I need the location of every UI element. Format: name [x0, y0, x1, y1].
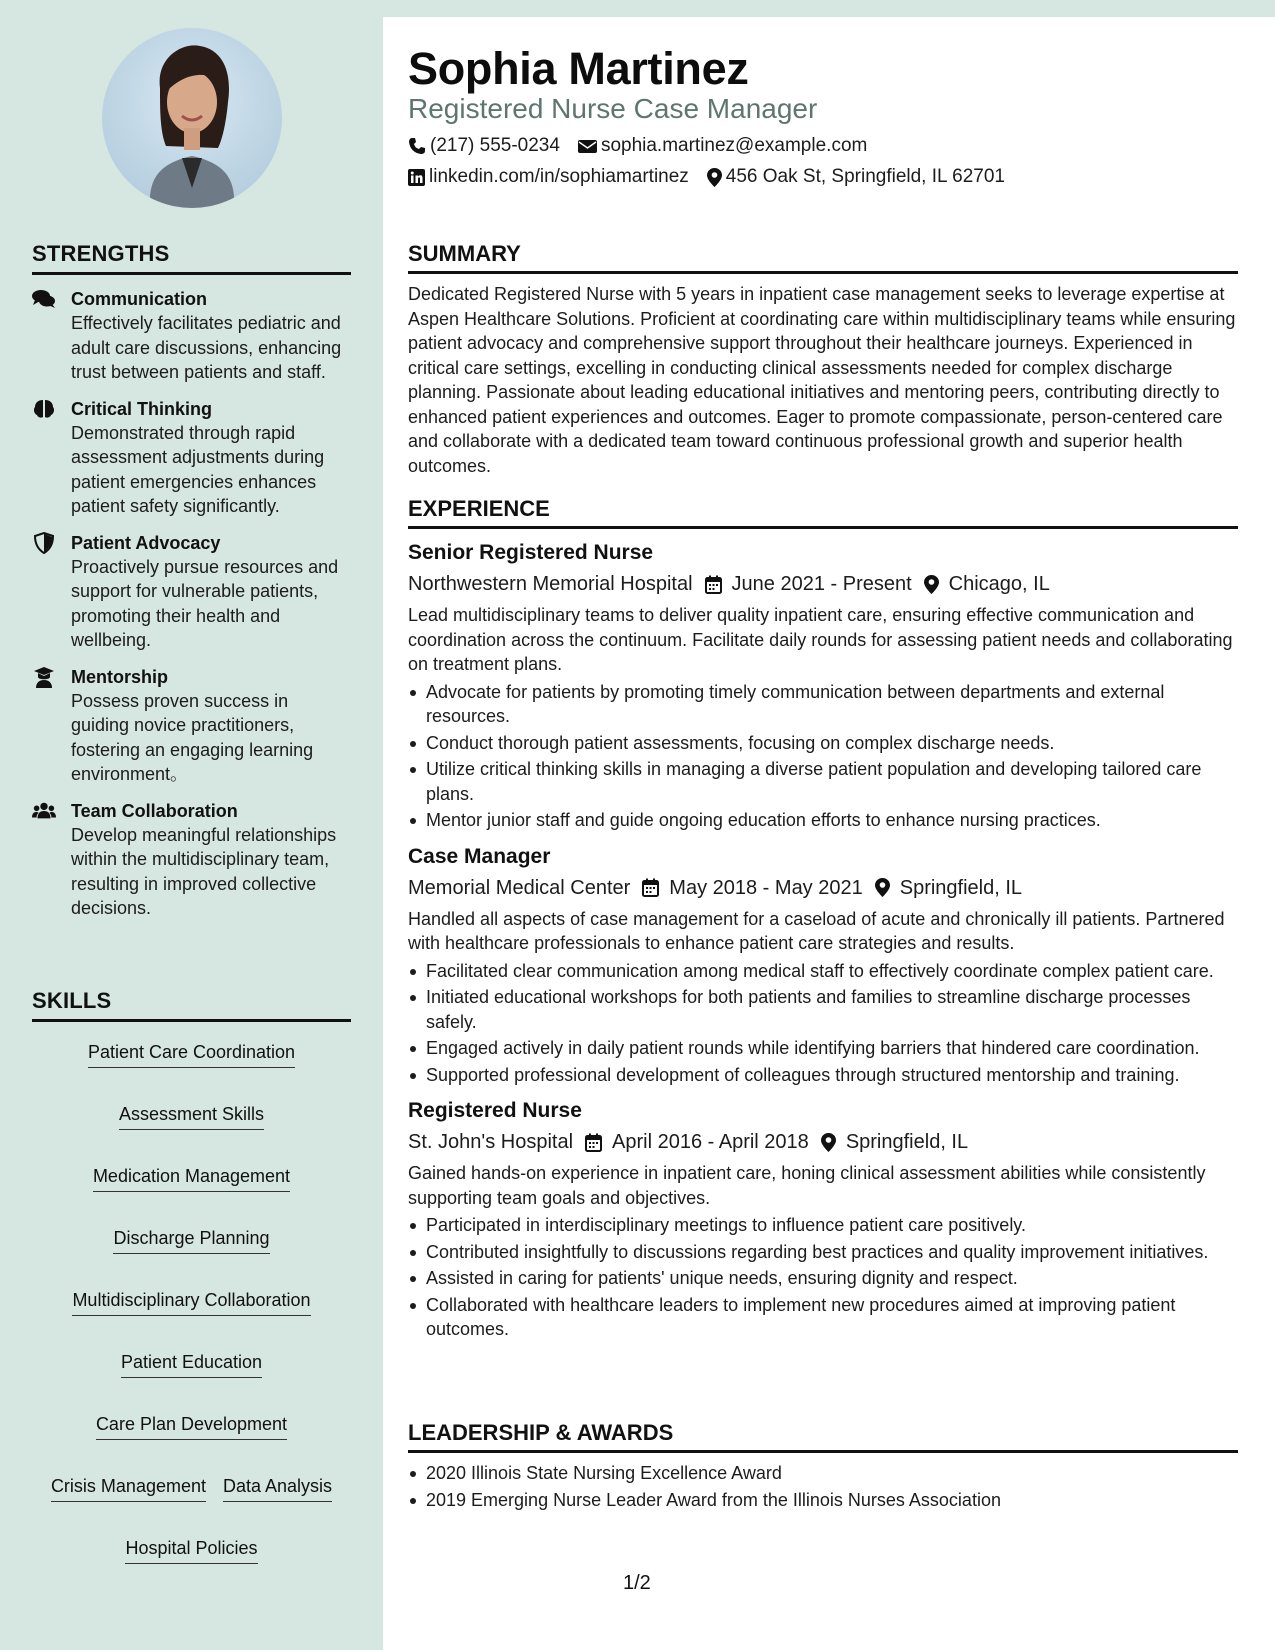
phone-contact: [408, 135, 560, 157]
candidate-role: Registered Nurse Case Manager: [408, 93, 818, 124]
profile-photo: [102, 28, 282, 208]
job-description: Handled all aspects of case management for a caseload of acute and chronically ill patients. Partnered with healthcare professionals to enhance patient care strategies and results.: [408, 908, 1225, 953]
list-item: Mentor junior staff and guide ongoing education efforts to enhance nursing practices.: [408, 808, 1238, 833]
strength-title: Critical Thinking: [71, 398, 213, 419]
awards-section: [408, 1420, 1238, 1514]
strength-desc: Proactively pursue resources and support for vulnerable patients, promoting their health and wellbeing.: [71, 556, 339, 650]
envelope-icon: [578, 139, 597, 154]
email-text[interactable]: sophia.martinez@example.com: [600, 135, 868, 156]
phone-icon: [408, 137, 426, 155]
address-contact: [707, 166, 1005, 188]
skill-tag: Patient Education: [121, 1350, 262, 1378]
job-dates: [642, 875, 862, 901]
list-item: Advocate for patients by promoting timely communication between departments and external resources.: [408, 680, 1238, 729]
brain-icon: [32, 399, 56, 419]
list-item: Initiated educational workshops for both patients and families to streamline discharge processes safely.: [408, 985, 1238, 1034]
skill-tag: Data Analysis: [223, 1474, 332, 1502]
person-portrait-icon: [102, 28, 282, 208]
skills-list: [32, 1040, 351, 1564]
summary-heading: SUMMARY: [408, 241, 1238, 274]
job-location: [875, 875, 1022, 901]
email-contact[interactable]: [578, 135, 867, 157]
job-dates-text: April 2016 - April 2018: [612, 1131, 809, 1153]
job-location-text: Springfield, IL: [845, 1131, 969, 1153]
job-description: Lead multidisciplinary teams to deliver quality inpatient care, ensuring effective communication and coordination across the continuum. Facilitate daily rounds for assessing patient needs and collaborating on treatment plans.: [408, 605, 1233, 674]
job-location-text: Chicago, IL: [948, 573, 1050, 595]
awards-heading: LEADERSHIP & AWARDS: [408, 1420, 1238, 1453]
skill-tag: Multidisciplinary Collaboration: [72, 1288, 310, 1316]
linkedin-icon: [408, 169, 425, 186]
list-item: Engaged actively in daily patient rounds while identifying barriers that hindered care coordination.: [408, 1036, 1238, 1061]
list-item: 2019 Emerging Nurse Leader Award from the Illinois Nurses Association: [408, 1488, 1238, 1513]
strength-item: [32, 665, 351, 787]
job-location: [821, 1129, 968, 1155]
list-item: Collaborated with healthcare leaders to implement new procedures aimed at improving patient outcomes.: [408, 1293, 1238, 1342]
map-pin-icon: [707, 168, 722, 187]
list-item: Conduct thorough patient assessments, focusing on complex discharge needs.: [408, 731, 1238, 756]
candidate-name: Sophia Martinez: [408, 43, 749, 94]
job-company: St. John's Hospital: [408, 1131, 574, 1153]
linkedin-contact[interactable]: [408, 166, 689, 188]
top-accent-bar: [0, 0, 1275, 17]
awards-list: [408, 1461, 1238, 1512]
job-dates-text: June 2021 - Present: [731, 573, 912, 595]
linkedin-text[interactable]: linkedin.com/in/sophiamartinez: [429, 166, 689, 187]
strength-title: Communication: [71, 289, 208, 309]
job-description: Gained hands-on experience in inpatient care, honing clinical assessment abilities while consistently supporting team goals and objectives.: [408, 1163, 1206, 1208]
strengths-heading: STRENGTHS: [32, 241, 351, 275]
job-dates: [705, 571, 912, 597]
job-title: Registered Nurse: [408, 1099, 582, 1122]
map-pin-icon: [875, 878, 890, 897]
contact-row-1: [408, 135, 885, 157]
map-pin-icon: [924, 575, 939, 594]
list-item: 2020 Illinois State Nursing Excellence Award: [408, 1461, 1238, 1486]
list-item: Participated in interdisciplinary meetings to influence patient care positively.: [408, 1213, 1238, 1238]
list-item: Utilize critical thinking skills in managing a diverse patient population and developing tailored care plans.: [408, 757, 1238, 806]
calendar-icon: [585, 1133, 602, 1152]
job-bullets: [408, 959, 1238, 1088]
job-bullets: [408, 1213, 1238, 1342]
phone-text: (217) 555-0234: [430, 135, 560, 156]
job-meta: [408, 571, 1238, 597]
strength-title: Team Collaboration: [71, 800, 238, 821]
contact-row-2: [408, 166, 1023, 188]
job-meta: [408, 875, 1238, 901]
shield-icon: [32, 533, 56, 553]
strength-desc: Develop meaningful relationships within the multidisciplinary team, resulting in improved collective decisions.: [71, 824, 337, 918]
summary-section: [408, 241, 1238, 478]
skill-tag: Assessment Skills: [119, 1102, 264, 1130]
skill-tag: Hospital Policies: [125, 1536, 257, 1564]
strength-title: Mentorship: [71, 666, 168, 687]
job-entry: [408, 539, 1238, 833]
job-company: Memorial Medical Center: [408, 876, 631, 899]
calendar-icon: [642, 878, 659, 897]
summary-text: Dedicated Registered Nurse with 5 years in inpatient case management seeks to leverage expertise at Aspen Healthcare Solutions. Proficient at coordinating care within multidisciplinary teams while ensuring patient advocacy and comprehensive support throughout their healthcare journeys. Experienced in critical care settings, excelling in conducting clinical assessments needed for complex discharge planning. Passionate about leading educational initiatives and mentoring peers, contributing directly to enhanced patient experiences and outcomes. Eager to promote compassionate, person-centered care and collaborate with a dedicated team toward continuous professional growth and superior health outcomes.: [408, 284, 1236, 476]
list-item: Supported professional development of colleagues through structured mentorship and training.: [408, 1063, 1238, 1088]
strengths-section: [32, 241, 351, 921]
map-pin-icon: [821, 1133, 836, 1152]
job-entry: [408, 843, 1238, 1088]
comments-icon: [32, 289, 56, 309]
job-entry: [408, 1097, 1238, 1342]
skills-section: [32, 988, 351, 1564]
calendar-icon: [705, 575, 722, 594]
job-dates-text: May 2018 - May 2021: [669, 876, 863, 899]
strength-title: Patient Advocacy: [71, 532, 221, 553]
strength-item: [32, 397, 351, 519]
skill-tag: Discharge Planning: [113, 1226, 269, 1254]
users-icon: [32, 801, 56, 821]
strength-desc: Demonstrated through rapid assessment adjustments during patient emergencies enhances patient safety significantly.: [71, 422, 325, 516]
list-item: Assisted in caring for patients' unique needs, ensuring dignity and respect.: [408, 1266, 1238, 1291]
job-company: Northwestern Memorial Hospital: [408, 573, 693, 595]
skill-tag: Crisis Management: [51, 1474, 206, 1502]
address-text: 456 Oak St, Springfield, IL 62701: [725, 166, 1005, 187]
skill-tag: Patient Care Coordination: [88, 1040, 295, 1068]
main-content: [383, 17, 1275, 1650]
strength-desc: Effectively facilitates pediatric and adult care discussions, enhancing trust between patients and staff.: [71, 313, 342, 382]
list-item: Facilitated clear communication among medical staff to effectively coordinate complex patient care.: [408, 959, 1238, 984]
strength-item: [32, 531, 351, 653]
skill-tag: Care Plan Development: [96, 1412, 287, 1440]
job-dates: [585, 1129, 809, 1155]
experience-section: [408, 496, 1238, 1344]
job-location: [924, 571, 1050, 597]
job-location-text: Springfield, IL: [899, 876, 1023, 899]
job-bullets: [408, 680, 1238, 833]
strength-item: [32, 287, 351, 385]
job-title: Senior Registered Nurse: [408, 541, 654, 564]
experience-heading: EXPERIENCE: [408, 496, 1238, 529]
job-title: Case Manager: [408, 844, 551, 868]
page-number: 1/2: [623, 1572, 651, 1594]
list-item: Contributed insightfully to discussions regarding best practices and quality improvement initiatives.: [408, 1240, 1238, 1265]
teacher-icon: [32, 667, 56, 687]
skill-tag: Medication Management: [93, 1164, 290, 1192]
strength-item: [32, 799, 351, 921]
strength-desc: Possess proven success in guiding novice practitioners, fostering an engaging learning environment。: [71, 690, 314, 784]
job-meta: [408, 1129, 1238, 1155]
skills-heading: SKILLS: [32, 988, 351, 1022]
